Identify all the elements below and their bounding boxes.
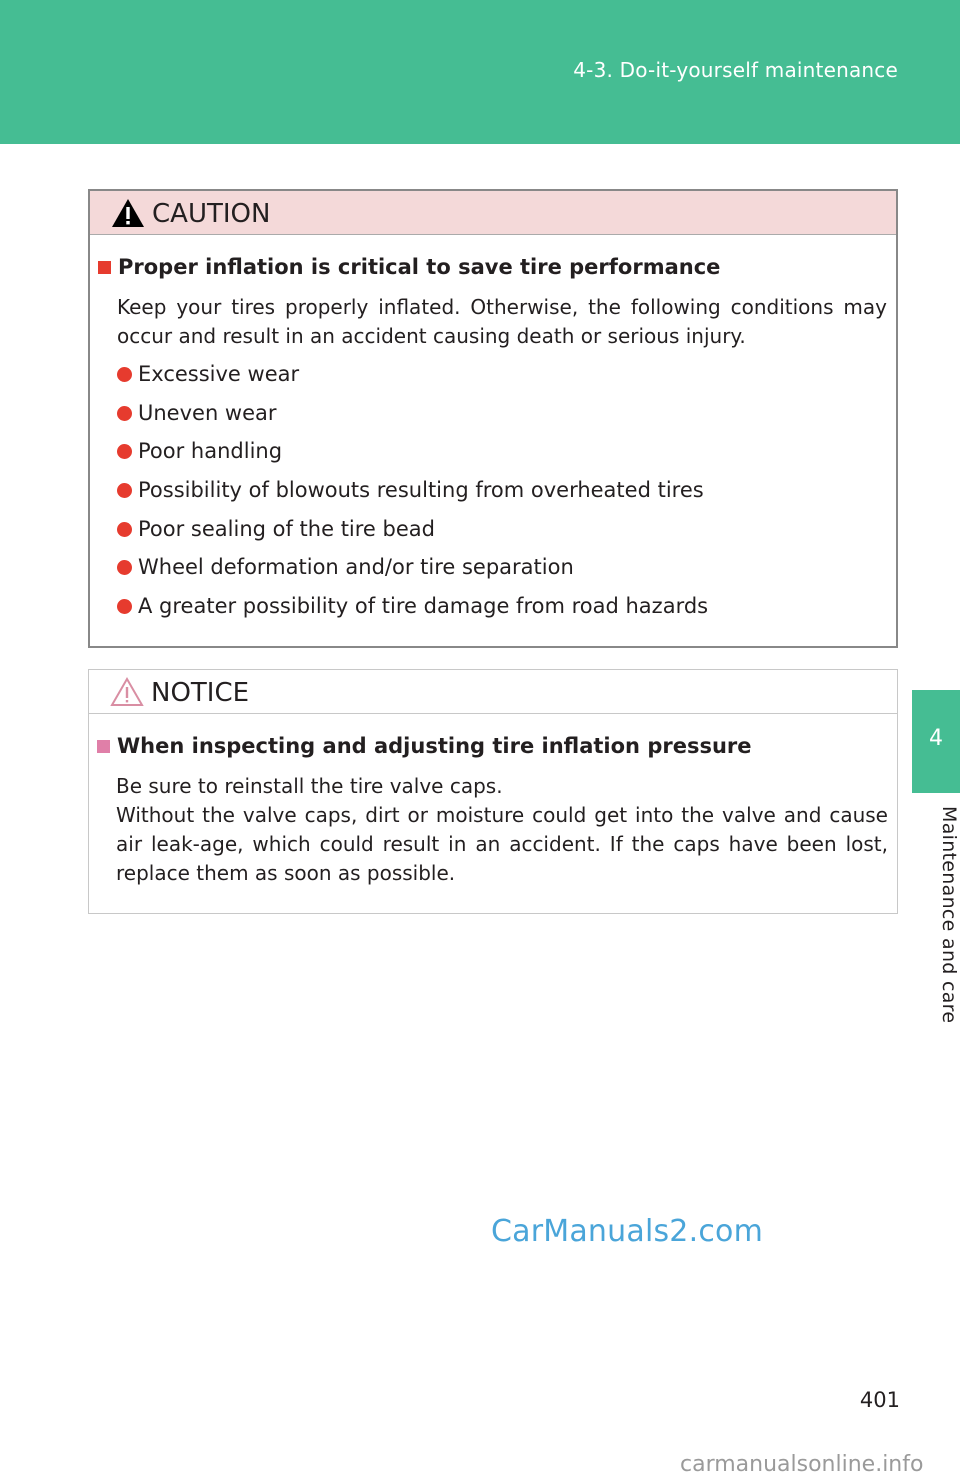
notice-heading [97,734,752,758]
page-header [0,0,960,144]
square-bullet-icon [98,261,111,274]
list-item: Possibility of blowouts resulting from overheated tires [117,478,704,502]
caution-heading [98,255,720,279]
caution-body: Keep your tires properly inflated. Otherwise, the following conditions may occur and result in an accident causing death or serious injury. [117,295,887,348]
list-item: Wheel deformation and/or tire separation [117,555,574,579]
list-item: A greater possibility of tire damage from road hazards [117,594,708,618]
caution-header [90,191,896,235]
chapter-number: 4 [929,726,943,751]
notice-label: NOTICE [151,678,250,708]
caution-box [88,189,898,648]
footer-watermark: carmanualsonline.info [680,1452,924,1477]
warning-triangle-icon [110,197,146,229]
chapter-label: Maintenance and care [938,806,960,1024]
list-item: Poor handling [117,439,282,463]
caution-label: CAUTION [152,199,271,229]
bullet-dot-icon [117,522,132,537]
square-bullet-icon [97,740,110,753]
notice-box [88,669,898,914]
list-item: Excessive wear [117,362,299,386]
bullet-dot-icon [117,444,132,459]
bullet-dot-icon [117,560,132,575]
bullet-dot-icon [117,483,132,498]
notice-heading-text: When inspecting and adjusting tire inflation pressure [117,734,752,758]
watermark-logo: CarManuals2.com [491,1214,764,1249]
warning-triangle-outline-icon [109,676,145,708]
bullet-dot-icon [117,599,132,614]
notice-body: Be sure to reinstall the tire valve caps. Without the valve caps, dirt or moisture could get into the valve and cause air leak-age, which could result in an accident. If the caps have been lost, replace them as soon as possible. [116,774,888,885]
section-title: 4-3. Do-it-yourself maintenance [573,58,898,82]
notice-header [89,670,897,714]
bullet-dot-icon [117,406,132,421]
caution-heading-text: Proper inflation is critical to save tire performance [118,255,721,279]
list-item: Poor sealing of the tire bead [117,517,435,541]
bullet-dot-icon [117,367,132,382]
chapter-tab[interactable] [912,690,960,793]
page-number: 401 [859,1388,900,1412]
list-item: Uneven wear [117,401,277,425]
